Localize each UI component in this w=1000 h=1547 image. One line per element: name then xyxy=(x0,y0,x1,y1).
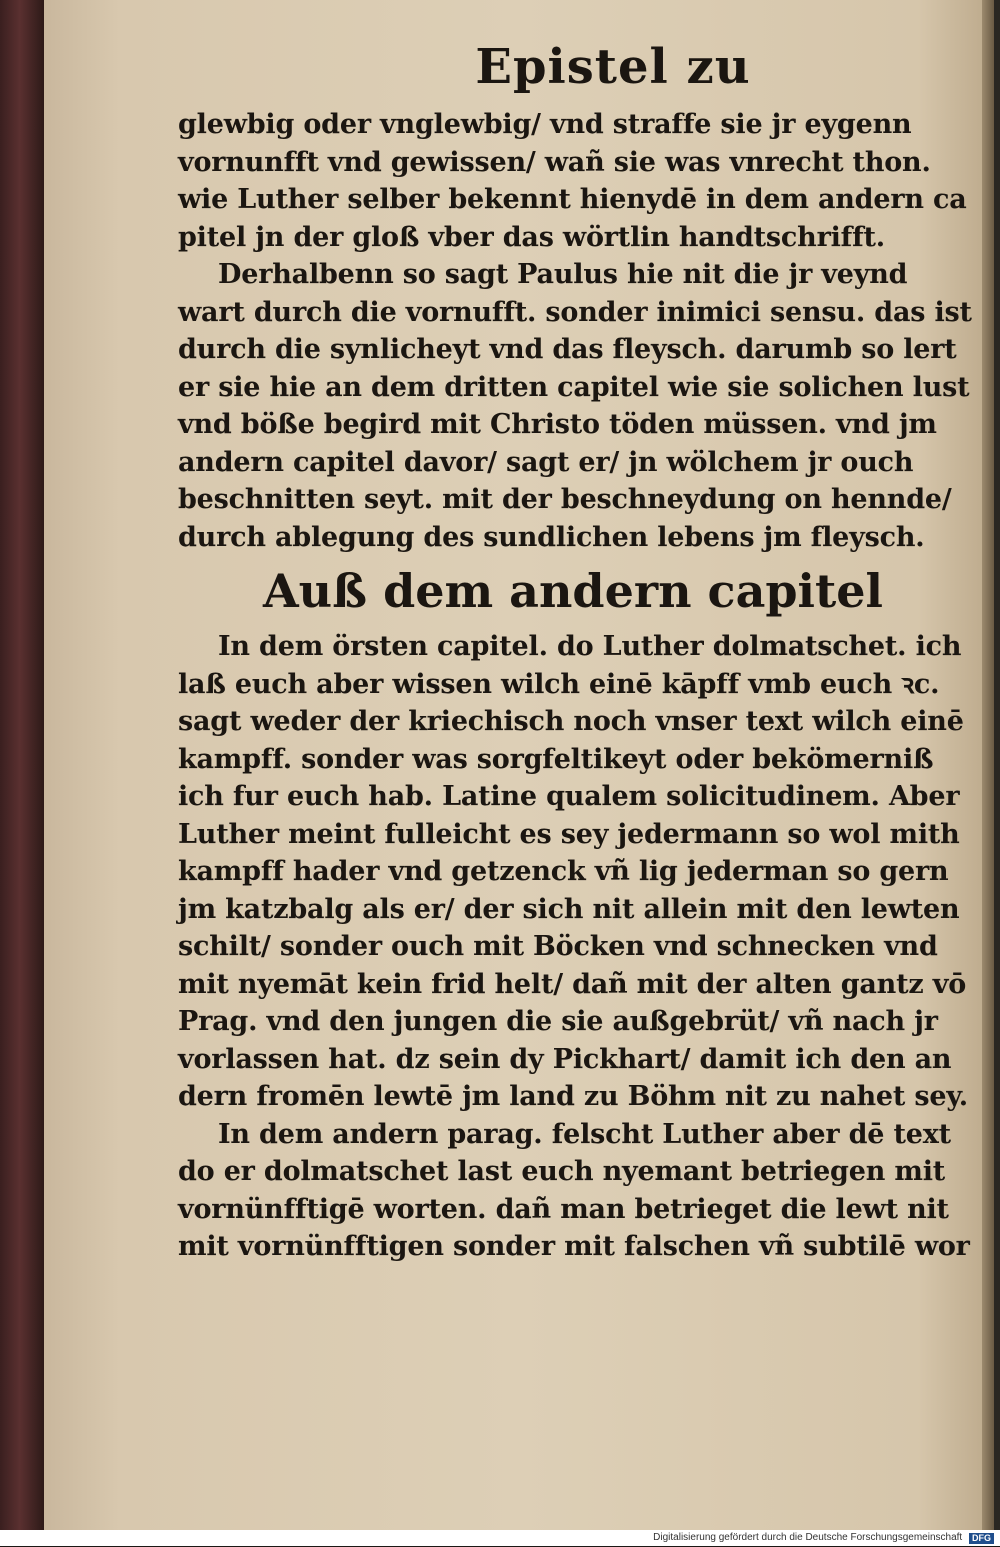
text-line: In dem örsten capitel. do Luther dolmatschet. ich xyxy=(218,631,962,662)
text-line: kampff. sonder was sorgfeltikeyt oder bekömerniß xyxy=(178,743,934,775)
footer-credit: Digitalisierung gefördert durch die Deutsche Forschungsgemeinschaft xyxy=(653,1532,963,1543)
digitization-footer xyxy=(0,1530,1000,1546)
text-line: vnd böße begird mit Christo töden müssen. vnd jm xyxy=(178,409,937,440)
text-line: vorlassen hat. dz sein dy Pickhart/ damit ich den an xyxy=(178,1043,952,1075)
page-text xyxy=(178,28,972,1266)
paragraph-block-2 xyxy=(178,628,968,1266)
running-head: Epistel zu xyxy=(475,39,751,95)
text-line: er sie hie an dem dritten capitel wie sie solichen lust xyxy=(178,371,970,403)
text-line: vornünfftigē worten. dañ man betrieget die lewt nit xyxy=(178,1193,949,1225)
text-line: wie Luther selber bekennt hienydē in dem andern ca xyxy=(178,184,967,215)
text-line: beschnitten seyt. mit der beschneydung on hennde/ xyxy=(178,484,952,515)
text-line: pitel jn der gloß vber das wörtlin handtschrifft. xyxy=(178,221,885,253)
text-line: wart durch die vornufft. sonder inimici sensu. das ist xyxy=(178,296,972,328)
section-heading: Auß dem andern capitel xyxy=(262,564,884,618)
text-line: mit nyemāt kein frid helt/ dañ mit der alten gantz vō xyxy=(178,968,966,1000)
binding-edge xyxy=(0,0,44,1530)
dfg-logo: DFG xyxy=(969,1533,994,1544)
text-line: kampff hader vnd getzenck vñ lig jederman so gern xyxy=(178,856,949,887)
text-line: do er dolmatschet last euch nyemant betriegen mit xyxy=(178,1156,946,1187)
text-line: Derhalbenn so sagt Paulus hie nit die jr veynd xyxy=(218,259,908,290)
text-line: dern fromēn lewtē jm land zu Böhm nit zu nahet sey. xyxy=(178,1081,968,1112)
paragraph-block-1 xyxy=(178,106,972,556)
text-line: Prag. vnd den jungen die sie außgebrüt/ vñ nach jr xyxy=(178,1006,938,1037)
text-line: In dem andern parag. felscht Luther aber dē text xyxy=(218,1118,951,1150)
text-line: durch die synlicheyt vnd das fleysch. darumb so lert xyxy=(178,334,957,365)
text-line: schilt/ sonder ouch mit Böcken vnd schnecken vnd xyxy=(178,931,938,962)
text-line: glewbig oder vnglewbig/ vnd straffe sie jr eygenn xyxy=(178,109,912,140)
text-line: sagt weder der kriechisch noch vnser text wilch einē xyxy=(178,706,964,737)
text-line: vornunfft vnd gewissen/ wañ sie was vnrecht thon. xyxy=(178,146,931,178)
page-fore-edge xyxy=(982,0,994,1530)
text-line: andern capitel davor/ sagt er/ jn wölchem jr ouch xyxy=(178,446,914,478)
text-line: laß euch aber wissen wilch einē kāpff vmb euch ꝛc. xyxy=(178,668,940,700)
text-line: mit vornünfftigen sonder mit falschen vñ subtilē wor xyxy=(178,1231,970,1262)
text-line: ich fur euch hab. Latine qualem solicitudinem. Aber xyxy=(178,781,960,812)
text-line: Luther meint fulleicht es sey jedermann so wol mith xyxy=(178,818,960,850)
text-line: jm katzbalg als er/ der sich nit allein mit den lewten xyxy=(178,893,960,925)
text-line: durch ablegung des sundlichen lebens jm fleysch. xyxy=(178,521,925,553)
